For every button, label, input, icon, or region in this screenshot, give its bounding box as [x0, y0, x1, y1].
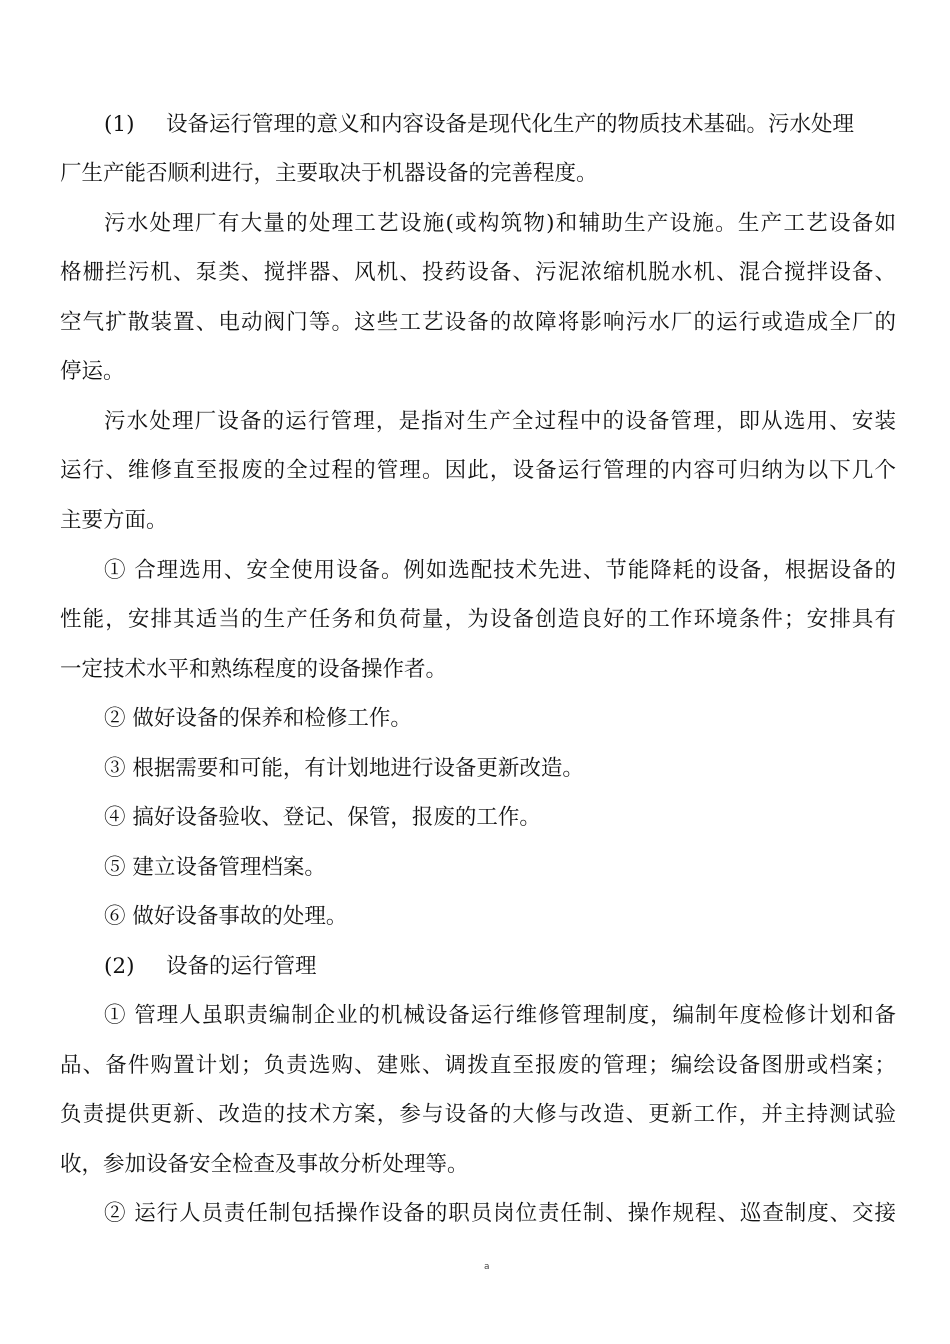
paragraph-5-line-4: 收，参加设备安全检查及事故分析处理等。: [60, 1152, 469, 1177]
paragraph-5-line-1: ① 管理人虽职责编制企业的机械设备运行维修管理制度，编制年度检修计划和备: [104, 1003, 896, 1028]
list-item-1-line-2: 性能，安排其适当的生产任务和负荷量，为设备创造良好的工作环境条件；安排具有: [60, 607, 896, 632]
list-item-1-line-3: 一定技术水平和熟练程度的设备操作者。: [60, 657, 448, 682]
section-1-text-line-2: 厂生产能否顺利进行，主要取决于机器设备的完善程度。: [60, 161, 598, 186]
list-item-2: ② 做好设备的保养和检修工作。: [104, 706, 412, 731]
section-2-number: (2): [104, 954, 135, 979]
paragraph-2-line-3: 空气扩散装置、电动阀门等。这些工艺设备的故障将影响污水厂的运行或造成全厂的: [60, 310, 896, 335]
paragraph-2-line-2: 格栅拦污机、泵类、搅拌器、风机、投药设备、污泥浓缩机脱水机、混合搅拌设备、: [60, 260, 896, 285]
list-item-5: ⑤ 建立设备管理档案。: [104, 855, 326, 880]
paragraph-3-line-3: 主要方面。: [60, 508, 168, 533]
list-item-4: ④ 搞好设备验收、登记、保管，报废的工作。: [104, 805, 541, 830]
paragraph-5-line-2: 品、备件购置计划；负责选购、建账、调拨直至报废的管理；编绘设备图册或档案；: [60, 1053, 896, 1078]
paragraph-2-line-4: 停运。: [60, 359, 125, 384]
section-1-number: (1): [104, 112, 135, 137]
page-footer-mark: a: [484, 1262, 490, 1272]
list-item-1-line-1: ① 合理选用、安全使用设备。例如选配技术先进、节能降耗的设备，根据设备的: [104, 558, 896, 583]
section-2-title: 设备的运行管理: [166, 954, 317, 979]
paragraph-3-line-1: 污水处理厂设备的运行管理，是指对生产全过程中的设备管理，即从选用、安装: [104, 409, 896, 434]
section-1-heading-line: [104, 108, 896, 142]
list-item-3: ③ 根据需要和可能，有计划地进行设备更新改造。: [104, 756, 584, 781]
paragraph-2-line-1: 污水处理厂有大量的处理工艺设施(或构筑物)和辅助生产设施。生产工艺设备如: [104, 211, 896, 236]
paragraph-6-line-1: ② 运行人员责任制包括操作设备的职员岗位责任制、操作规程、巡查制度、交接: [104, 1201, 896, 1226]
list-item-6: ⑥ 做好设备事故的处理。: [104, 904, 348, 929]
paragraph-3-line-2: 运行、维修直至报废的全过程的管理。因此，设备运行管理的内容可归纳为以下几个: [60, 458, 896, 483]
section-2-heading: [104, 950, 896, 984]
section-1-text-line-1: 设备运行管理的意义和内容设备是现代化生产的物质技术基础。污水处理: [166, 112, 855, 137]
paragraph-5-line-3: 负责提供更新、改造的技术方案，参与设备的大修与改造、更新工作，并主持测试验: [60, 1102, 896, 1127]
